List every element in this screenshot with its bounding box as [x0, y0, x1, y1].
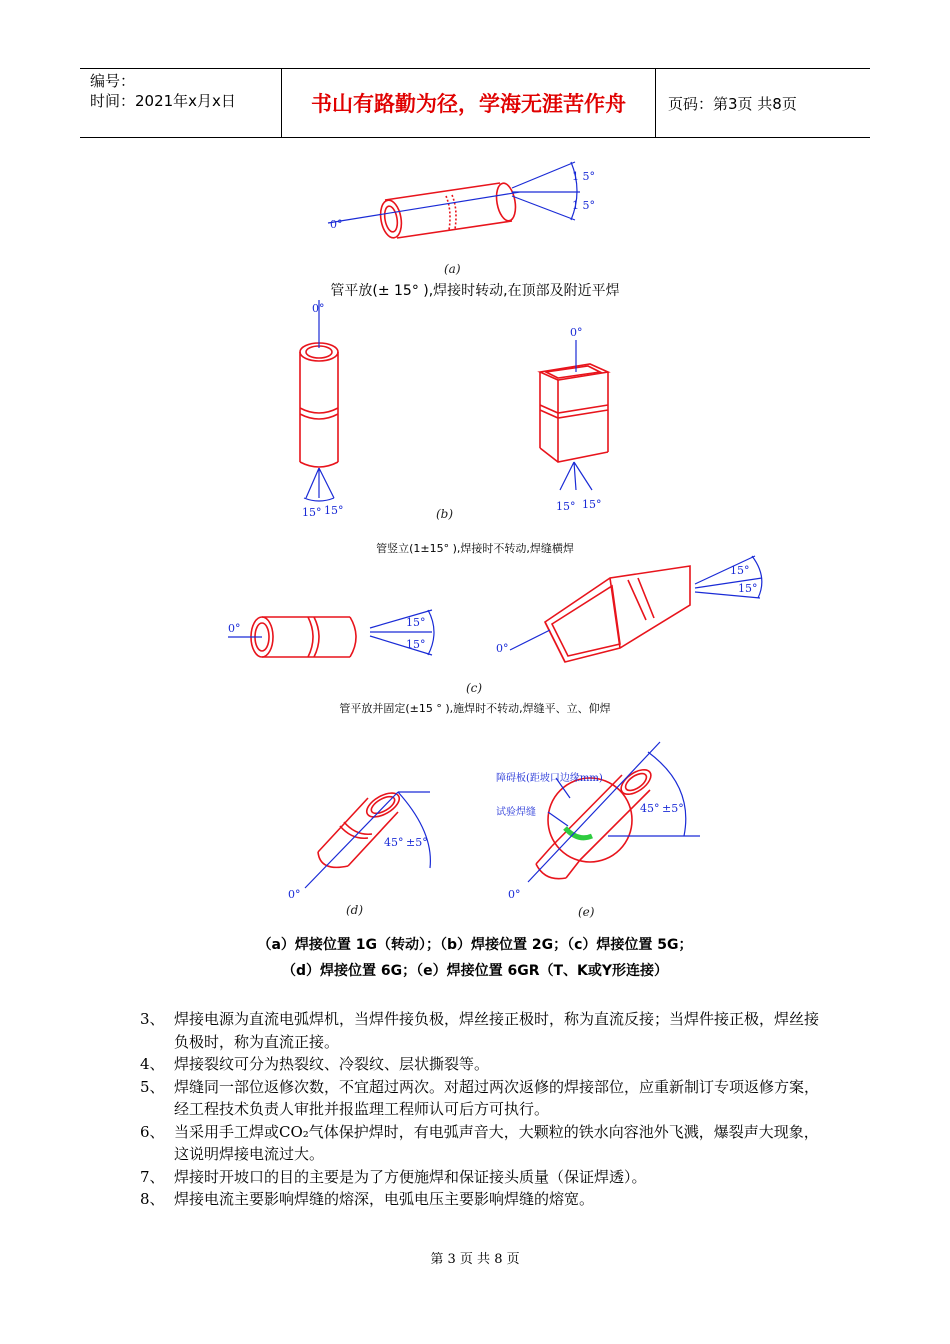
list-item: 4、 焊接裂纹可分为热裂纹、冷裂纹、层状撕裂等。: [140, 1055, 490, 1073]
label-b-15-tube-right: 15°: [582, 498, 602, 511]
label-e: (e): [578, 905, 595, 919]
figure-c-pipe: [251, 617, 356, 657]
figure-a-pipe: [378, 182, 518, 240]
numbered-list: [140, 1008, 820, 1211]
list-item: 7、 焊接时开坡口的目的主要是为了方便施焊和保证接头质量（保证焊透）。: [140, 1167, 647, 1186]
label-obstacle-plate: 障碍板(距坡口边缘mm): [496, 773, 603, 784]
header-motto: 书山有路勤为径，学海无涯苦作舟: [282, 69, 656, 137]
label-c: (c): [466, 681, 483, 695]
label-c-15-lower: 15°: [406, 638, 426, 651]
label-b-15-tube-left: 15°: [556, 500, 576, 513]
label-b: (b): [436, 507, 454, 521]
label-c-15-tube-upper: 15°: [730, 564, 750, 577]
caption-summary-1: （a）焊接位置 1G（转动）；（b）焊接位置 2G；（c）焊接位置 5G；: [257, 937, 693, 953]
figure-b-square-tube: [540, 364, 608, 462]
document-date: 时间：2021年x月x日: [90, 92, 236, 110]
label-b-zero-pipe: 0°: [312, 302, 325, 315]
label-a-zero: 0°: [330, 218, 343, 231]
label-c-zero-tube: 0°: [496, 642, 509, 655]
label-e-45: 45°: [640, 802, 660, 815]
label-e-tol: ±5°: [662, 802, 684, 815]
test-weld-highlight: [565, 828, 592, 838]
figure-c-square-tube: [545, 566, 690, 662]
label-a-15-lower: 1 5°: [572, 199, 595, 212]
label-c-15-upper: 15°: [406, 616, 426, 629]
caption-summary-2: （d）焊接位置 6G；（e）焊接位置 6GR（T、K或Y形连接）: [281, 963, 669, 979]
label-a: (a): [444, 262, 461, 276]
caption-b: 管竖立(1±15° ),焊接时不转动,焊缝横焊: [376, 542, 574, 555]
figure-b-pipe: [300, 343, 338, 467]
caption-c: 管平放并固定(±15 ° ),施焊时不转动,焊缝平、立、仰焊: [339, 702, 611, 715]
label-b-zero-tube: 0°: [570, 326, 583, 339]
label-c-zero-pipe: 0°: [228, 622, 241, 635]
document-number: 编号：: [90, 72, 136, 90]
label-d-tol: ±5°: [406, 836, 428, 849]
label-b-15-right: 15°: [324, 504, 344, 517]
list-item: 5、 焊缝同一部位返修次数，不宜超过两次。对超过两次返修的焊接部位，应重新制订专项返修方案，经工程技术负责人审批并报监理工程师认可后方可执行。: [140, 1077, 820, 1118]
label-c-15-tube-lower: 15°: [738, 582, 758, 595]
list-item: 8、 焊接电流主要影响焊缝的熔深，电弧电压主要影响焊缝的熔宽。: [140, 1190, 595, 1208]
label-a-15-upper: 1 5°: [572, 170, 595, 183]
list-item: 6、 当采用手工焊或CO₂气体保护焊时，有电弧声音大，大颗粒的铁水向容池外飞溅，爆裂声大现象，这说明焊接电流过大。: [140, 1122, 819, 1163]
list-item: 3、 焊接电源为直流电弧焊机，当焊件接负极，焊丝接正极时，称为直流反接；当焊件接正极，焊丝接负极时，称为直流正接。: [140, 1010, 820, 1051]
header-page-number: 页码：第3页 共8页: [668, 94, 797, 113]
label-d-45: 45°: [384, 836, 404, 849]
label-e-zero: 0°: [508, 888, 521, 901]
page-footer: 第 3 页 共 8 页: [430, 1252, 520, 1267]
label-test-weld: 试验焊缝: [496, 807, 536, 818]
label-d-zero: 0°: [288, 888, 301, 901]
label-d: (d): [346, 903, 364, 917]
caption-a: 管平放(± 15° ),焊接时转动,在顶部及附近平焊: [330, 283, 620, 299]
label-b-15-left: 15°: [302, 506, 322, 519]
